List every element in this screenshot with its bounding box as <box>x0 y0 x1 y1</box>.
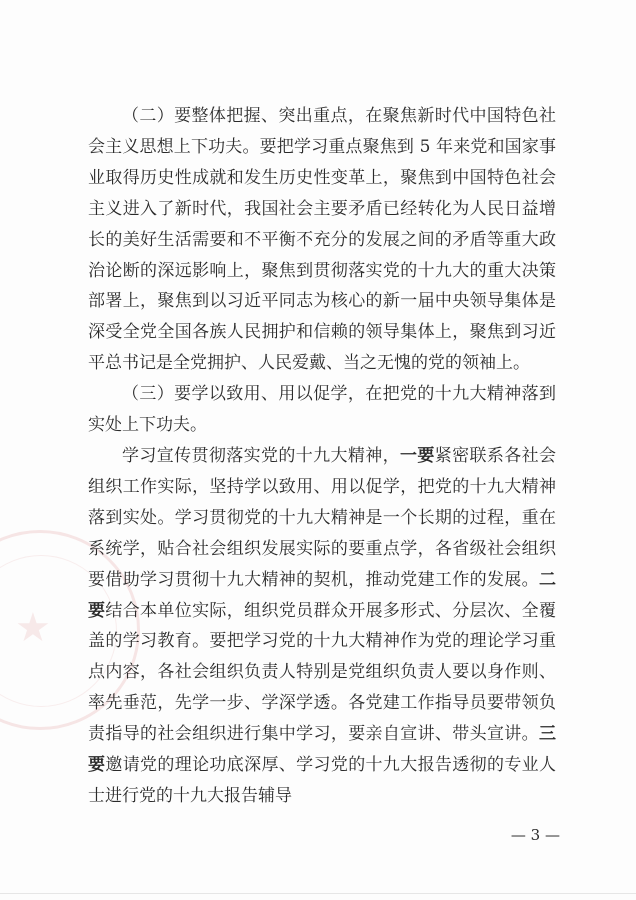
section-3-paragraph <box>88 379 556 441</box>
document-body <box>88 101 556 812</box>
section-2-paragraph <box>88 101 556 379</box>
point-two-label: 二要 <box>88 569 556 621</box>
closing-intro: 学习宣传贯彻落实党的十九大精神， <box>122 445 400 466</box>
section-2-body: 要把学习重点聚焦到 5 年来党和国家事业取得历史性成就和发生历史性变革上，聚焦到中国特色社会主义进入了新时代，我国社会主要矛盾已经转化为人民日益增长的美好生活需要和不平衡不充分的发展之间的矛盾等重大政治论断的深远影响上，聚焦到贯彻落实党的十九大的重大决策部署上，聚焦到以习近平同志为核心的新一届中央领导集体是深受全党全国各族人民拥护和信赖的领导集体上，聚焦到习近平总书记是全党拥护、人民爱戴、当之无愧的党的领袖上。 <box>88 136 557 374</box>
closing-paragraph <box>88 441 556 812</box>
section-3-heading: （三）要学以致用、用以促学，在把党的十九大精神落到实处上下功夫。 <box>88 384 556 436</box>
point-one-text: 紧密联系各社会组织工作实际，坚持学以致用、用以促学，把党的十九大精神落到实处。学习贯彻党的十九大精神是一个长期的过程，重在系统学，贴合社会组织发展实际的要重点学，各省级社会组织要借助学习贯彻十九大精神的契机，推动党建工作的发展。 <box>88 445 556 590</box>
section-2-heading: （二）要整体把握、突出重点，在聚焦新时代中国特色社会主义思想上下功夫。 <box>88 106 556 157</box>
seal-star-icon: ★ <box>15 605 51 651</box>
scan-bottom-edge <box>0 893 636 894</box>
point-one-label: 一要 <box>400 445 435 466</box>
page-number: — 3 — <box>510 826 560 844</box>
point-two-text: 结合本单位实际，组织党员群众开展多形式、分层次、全覆盖的学习教育。要把学习党的十九大精神作为党的理论学习重点内容，各社会组织负责人特别是党组织负责人要以身作则、率先垂范，先学一步、学深学透。各党建工作指导员要带领负责指导的社会组织进行集中学习，要亲自宣讲、带头宣讲。 <box>88 600 557 745</box>
point-three-label: 三要 <box>88 724 556 776</box>
point-three-text: 邀请党的理论功底深厚、学习党的十九大报告透彻的专业人士进行党的十九大报告辅导 <box>88 755 557 806</box>
